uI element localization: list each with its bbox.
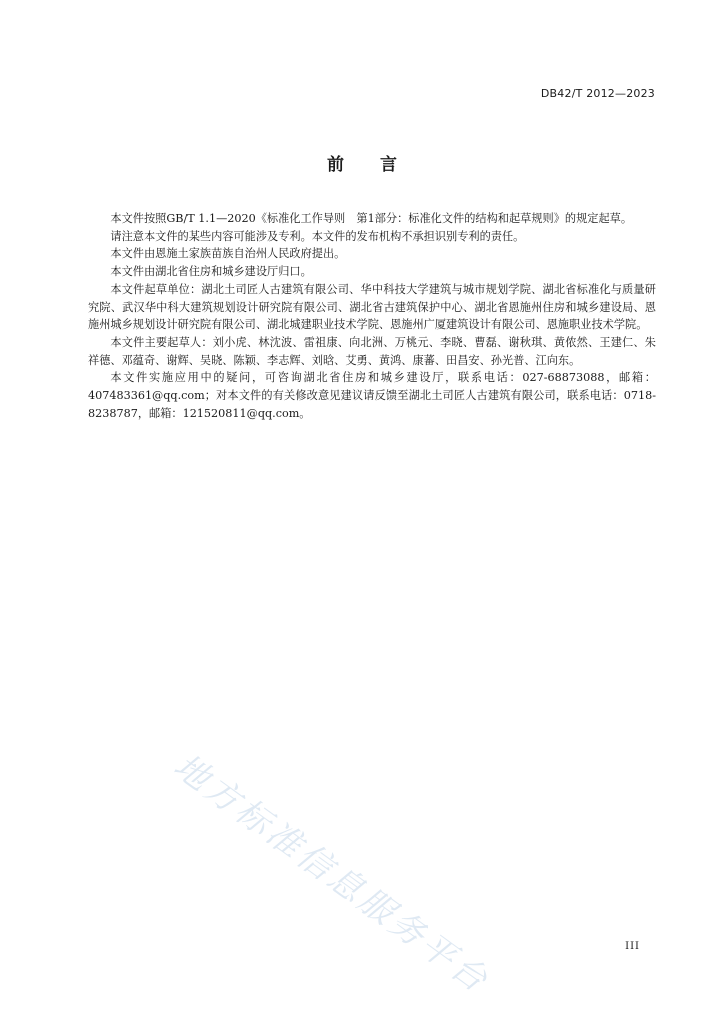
paragraph-proposer: 本文件由恩施土家族苗族自治州人民政府提出。	[110, 247, 346, 261]
page-number: III	[625, 941, 640, 952]
watermark: 地方标准信息服务平台	[166, 746, 498, 1002]
paragraph-main-drafters: 本文件主要起草人：刘小虎、林沈波、雷祖康、向北洲、万桃元、李晓、曹磊、谢秋琪、黄侬然、王建仁、朱祥德、邓蕴奇、谢辉、吴晓、陈颖、李志辉、刘晗、艾勇、黄鸿、康蕃、田昌安、孙光普、江向东。	[88, 335, 656, 367]
paragraph-centralized-by: 本文件由湖北省住房和城乡建设厅归口。	[110, 265, 312, 279]
paragraph-contact: 本文件实施应用中的疑问，可咨询湖北省住房和城乡建设厅，联系电话：027-68873088，邮箱：407483361@qq.com；对本文件的有关修改意见建议请反馈至湖北土司匠人古建筑有限公司，联系电话：0718-8238787，邮箱：121520811@qq.com。	[88, 371, 656, 420]
paragraph-drafting-rules: 本文件按照GB/T 1.1—2020《标准化工作导则 第1部分：标准化文件的结构和起草规则》的规定起草。	[110, 212, 633, 225]
paragraph-drafting-units: 本文件起草单位：湖北土司匠人古建筑有限公司、华中科技大学建筑与城市规划学院、湖北省标准化与质量研究院、武汉华中科大建筑规划设计研究院有限公司、湖北省古建筑保护中心、湖北省恩施州住房和城乡建设局、恩施州城乡规划设计研究院有限公司、湖北城建职业技术学院、恩施州广厦建筑设计有限公司、恩施职业技术学院。	[88, 282, 656, 332]
standard-code: DB42/T 2012—2023	[540, 87, 655, 100]
foreword-body	[88, 210, 656, 422]
page-title	[0, 150, 724, 175]
title-char-1: 前	[327, 155, 344, 175]
paragraph-patent-notice: 请注意本文件的某些内容可能涉及专利。本文件的发布机构不承担识别专利的责任。	[110, 229, 525, 243]
title-char-2: 言	[380, 155, 397, 175]
